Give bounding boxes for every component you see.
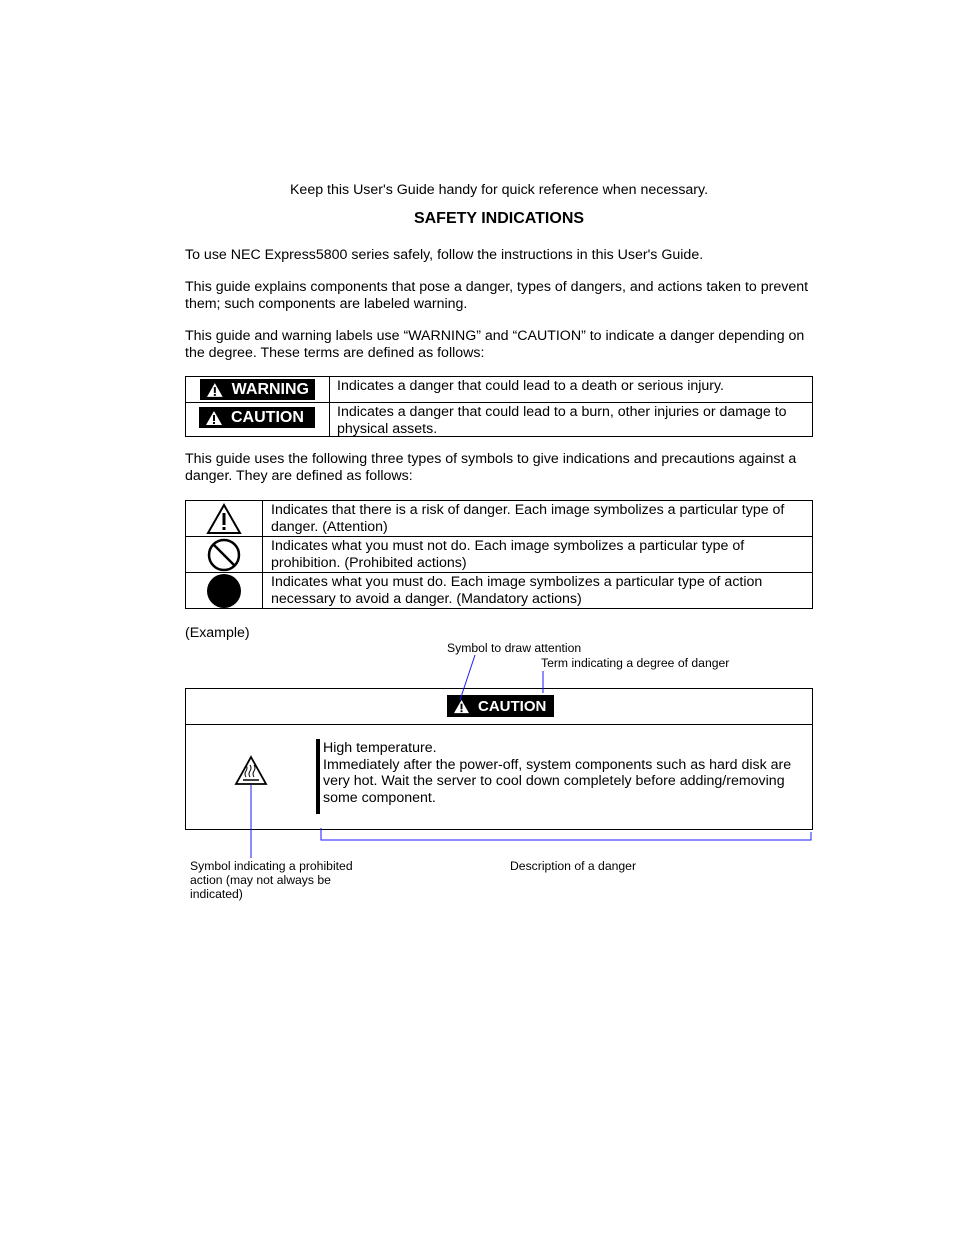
term-description-line-1: Indicates a danger that could lead to a death or serious injury.	[337, 378, 724, 394]
symbol-description-line-1: Indicates what you must not do. Each image symbolizes a particular type of	[271, 538, 745, 554]
page-title: SAFETY INDICATIONS	[413, 210, 585, 227]
callout-term-label: Term indicating a degree of danger	[541, 656, 730, 670]
term-description-line-1: Indicates a danger that could lead to a burn, other injuries or damage to	[337, 404, 787, 420]
paragraph-2-line-2: them; such components are labeled warning.	[185, 296, 468, 312]
intro-paragraph: To use NEC Express5800 series safely, follow the instructions in this User's Guide.	[185, 247, 704, 263]
callout-prohibited-line-3: indicated)	[190, 887, 243, 901]
term-description-line-2: physical assets.	[337, 420, 438, 437]
example-caution-label: CAUTION	[478, 697, 547, 715]
paragraph-2-line-1: This guide explains components that pose a danger, types of dangers, and actions taken to prevent	[185, 279, 809, 295]
callout-prohibited-label	[190, 859, 353, 901]
paragraph-3-line-1: This guide and warning labels use “WARNING” and “CAUTION” to indicate a danger depending on	[185, 328, 805, 344]
symbol-description-line-1: Indicates what you must do. Each image symbolizes a particular type of action	[271, 574, 763, 590]
callout-symbol-label: Symbol to draw attention	[447, 641, 582, 655]
callout-prohibited-line-2: action (may not always be	[190, 873, 331, 887]
danger-line-3: very hot. Wait the server to cool down completely before adding/removing	[323, 773, 785, 789]
callout-prohibited-line-1: Symbol indicating a prohibited	[190, 859, 353, 873]
symbol-description-line-1: Indicates that there is a risk of danger. Each image symbolizes a particular type of	[271, 502, 785, 518]
callout-line-symbol	[460, 655, 475, 700]
paragraph-3-line-2: the degree. These terms are defined as follows:	[185, 345, 485, 361]
warning-badge-label: WARNING	[231, 380, 309, 398]
paragraph-4-line-2: danger. They are defined as follows:	[185, 468, 413, 484]
danger-line-2: Immediately after the power-off, system components such as hard disk are	[323, 756, 792, 773]
symbol-description-line-2: prohibition. (Prohibited actions)	[271, 554, 467, 571]
callout-bracket-description	[321, 828, 811, 840]
danger-line-4: some component.	[323, 789, 436, 806]
paragraph-4-line-1: This guide uses the following three types of symbols to give indications and precautions against a	[185, 451, 797, 467]
symbol-description-line-2: danger. (Attention)	[271, 518, 388, 535]
danger-line-1: High temperature.	[323, 740, 437, 756]
callout-description-label: Description of a danger	[510, 859, 637, 873]
caution-badge-label: CAUTION	[231, 408, 304, 426]
header-note: Keep this User's Guide handy for quick reference when necessary.	[289, 182, 709, 198]
symbol-description-line-2: necessary to avoid a danger. (Mandatory actions)	[271, 590, 582, 607]
example-label: (Example)	[185, 625, 250, 641]
